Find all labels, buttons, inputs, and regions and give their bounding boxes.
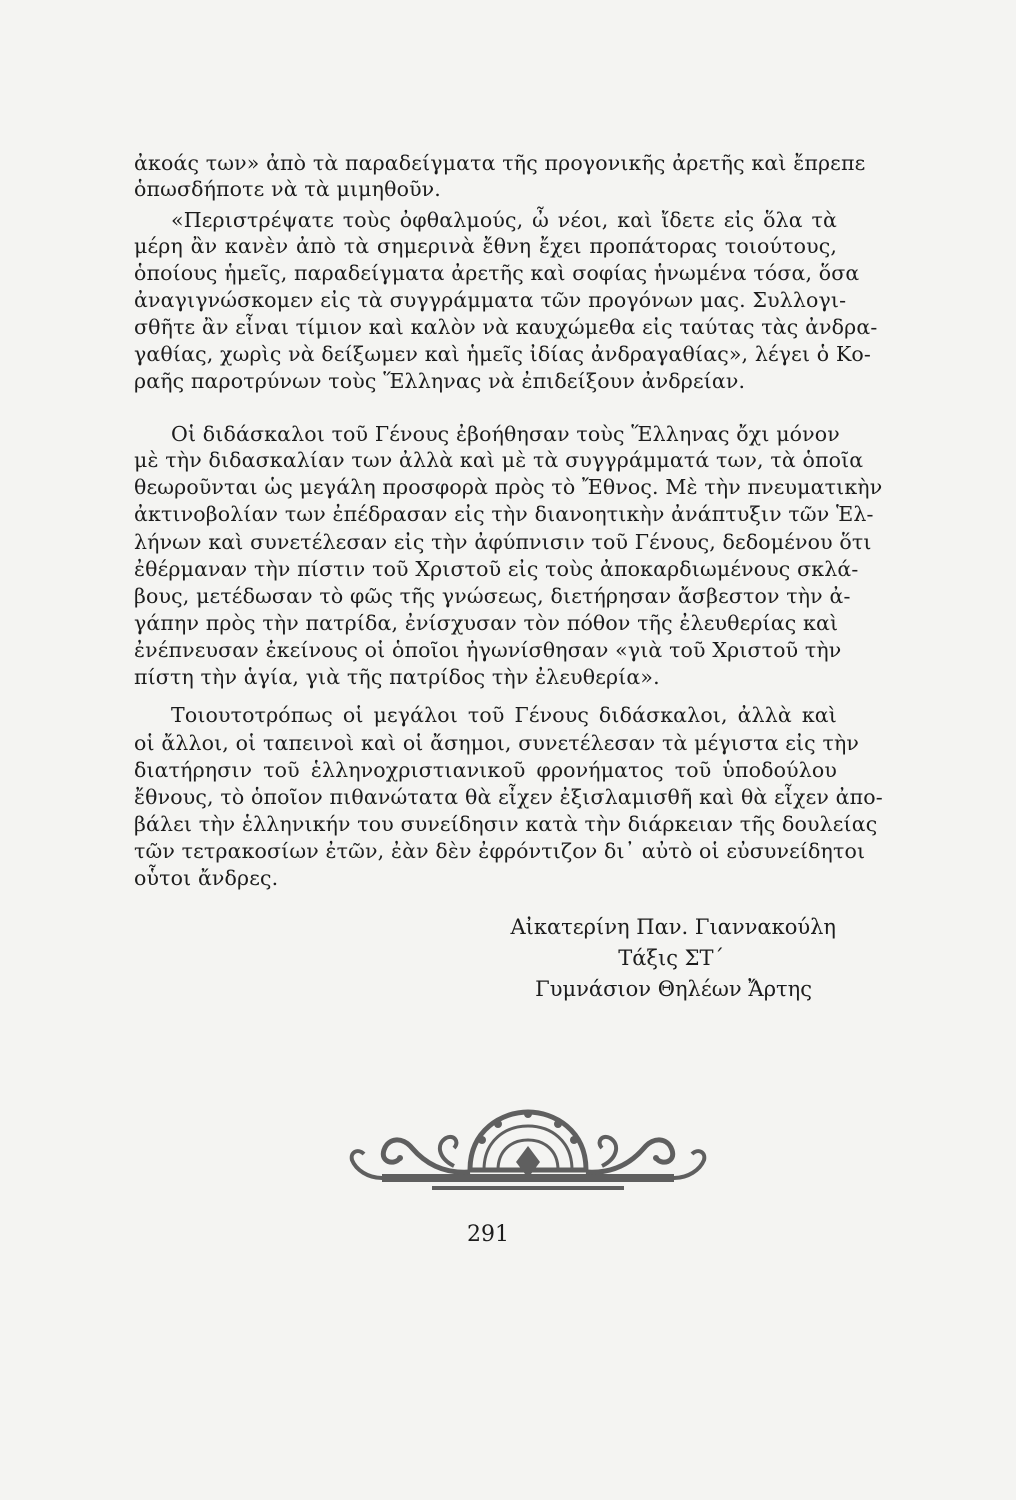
author-school: Γυμνάσιον Θηλέων Ἄρτης [535, 977, 812, 1001]
text-line: θεωροῦνται ὡς μεγάλη προσφορὰ πρὸς τὸ Ἔθνος. Μὲ τὴν πνευματικὴν [134, 475, 883, 499]
text-line: μὲ τὴν διδασκαλίαν των ἀλλὰ καὶ μὲ τὰ συγγράμματά των, τὰ ὁποῖα [134, 448, 864, 472]
text-line: ἀκτινοβολίαν των ἐπέδρασαν εἰς τὴν διανοητικὴν ἀνάπτυξιν τῶν Ἑλ- [134, 502, 874, 526]
text-line: τῶν τετρακοσίων ἐτῶν, ἐὰν δὲν ἐφρόντιζον δι᾽ αὐτὸ οἱ εὐσυνείδητοι [134, 839, 866, 863]
text-line: ἔθνους, τὸ ὁποῖον πιθανώτατα θὰ εἶχεν ἐξισλαμισθῆ καὶ θὰ εἶχεν ἀπο- [134, 785, 883, 809]
text-line: Τοιουτοτρόπως οἱ μεγάλοι τοῦ Γένους διδάσκαλοι, ἀλλὰ καὶ [171, 703, 837, 727]
text-line: οὗτοι ἄνδρες. [134, 866, 279, 890]
text-line: ἀναγιγνώσκομεν εἰς τὰ συγγράμματα τῶν προγόνων μας. Συλλογι- [134, 288, 847, 312]
text-line: Οἱ διδάσκαλοι τοῦ Γένους ἐβοήθησαν τοὺς Ἕλληνας ὄχι μόνον [171, 422, 840, 446]
page-number: 291 [467, 1222, 509, 1247]
text-line: βους, μετέδωσαν τὸ φῶς τῆς γνώσεως, διετήρησαν ἄσβεστον τὴν ἀ- [134, 584, 851, 608]
text-line: διατήρησιν τοῦ ἑλληνοχριστιανικοῦ φρονήματος τοῦ ὑποδούλου [134, 758, 837, 782]
author-class: Τάξις ΣΤ΄ [618, 946, 724, 970]
text-line: βάλει τὴν ἑλληνικήν του συνείδησιν κατὰ τὴν διάρκειαν τῆς δουλείας [134, 812, 878, 836]
text-line: οἱ ἄλλοι, οἱ ταπεινοὶ καὶ οἱ ἄσημοι, συνετέλεσαν τὰ μέγιστα εἰς τὴν [134, 731, 860, 755]
text-line: ὁποίους ἡμεῖς, παραδείγματα ἀρετῆς καὶ σοφίας ἡνωμένα τόσα, ὅσα [134, 261, 860, 285]
text-line: γάπην πρὸς τὴν πατρίδα, ἐνίσχυσαν τὸν πόθον τῆς ἐλευθερίας καὶ [134, 611, 839, 635]
text-line: ραῆς παροτρύνων τοὺς Ἕλληνας νὰ ἐπιδείξουν ἀνδρείαν. [134, 369, 746, 393]
text-line: γαθίας, χωρὶς νὰ δείξωμεν καὶ ἡμεῖς ἰδίας ἀνδραγαθίας», λέγει ὁ Κο- [134, 342, 871, 366]
author-name: Αἰκατερίνη Παν. Γιαννακούλη [510, 915, 836, 939]
text-line: ὁπωσδήποτε νὰ τὰ μιμηθοῦν. [134, 177, 441, 201]
text-line: λήνων καὶ συνετέλεσαν εἰς τὴν ἀφύπνισιν τοῦ Γένους, δεδομένου ὅτι [134, 530, 872, 554]
text-line: «Περιστρέψατε τοὺς ὀφθαλμούς, ὦ νέοι, καὶ ἴδετε εἰς ὅλα τὰ [171, 208, 837, 232]
text-line: ἐνέπνευσαν ἐκείνους οἱ ὁποῖοι ἠγωνίσθησαν «γιὰ τοῦ Χριστοῦ τὴν [134, 638, 842, 662]
decorative-ornament-icon [342, 1100, 714, 1196]
text-line: ἐθέρμαναν τὴν πίστιν τοῦ Χριστοῦ εἰς τοὺς ἀποκαρδιωμένους σκλά- [134, 557, 859, 581]
text-line: ἀκοάς των» ἀπὸ τὰ παραδείγματα τῆς προγονικῆς ἀρετῆς καὶ ἔπρεπε [134, 151, 866, 175]
text-line: μέρη ἂν κανὲν ἀπὸ τὰ σημερινὰ ἔθνη ἔχει προπάτορας τοιούτους, [134, 234, 837, 258]
text-line: σθῆτε ἂν εἶναι τίμιον καὶ καλὸν νὰ καυχώμεθα εἰς ταύτας τὰς ἀνδρα- [134, 315, 878, 339]
text-line: πίστη τὴν ἁγία, γιὰ τῆς πατρίδος τὴν ἐλευθερία». [134, 665, 660, 689]
